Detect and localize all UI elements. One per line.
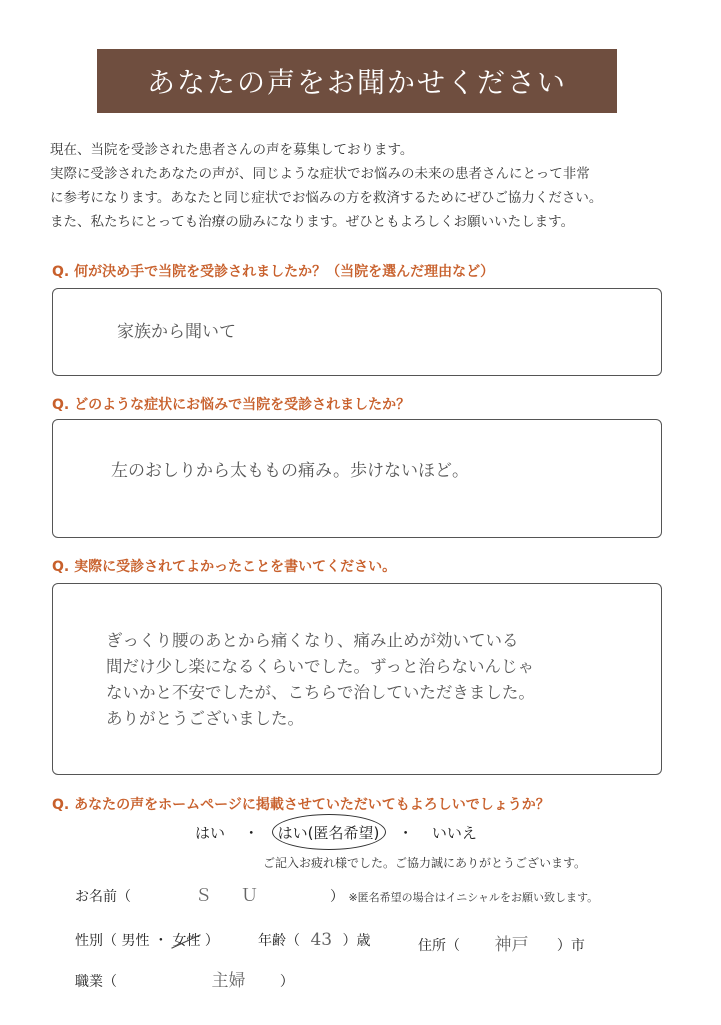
name-note: ※匿名希望の場合はイニシャルをお願い致します。 bbox=[348, 891, 599, 904]
separator: ・ bbox=[243, 824, 259, 842]
page-title: あなたの声をお聞かせください bbox=[146, 66, 567, 99]
question-4-label: Q. あなたの声をホームページに掲載させていただいてもよろしいでしょうか？ bbox=[52, 797, 550, 813]
intro-line: 実際に受診されたあなたの声が、同じような症状でお悩みの未来の患者さんにとって非常 bbox=[50, 166, 590, 182]
consent-anonymous-selected[interactable]: はい(匿名希望) bbox=[277, 824, 380, 842]
age-close: ）歳 bbox=[342, 933, 371, 949]
thanks-message: ご記入お疲れ様でした。ご協力誠にありがとうございます。 bbox=[263, 856, 587, 870]
question-3-answer-box bbox=[52, 583, 662, 775]
question-3-answer bbox=[106, 628, 535, 732]
job-close: ） bbox=[279, 974, 294, 990]
age-label: 年齢（ bbox=[258, 933, 300, 949]
answer-line: ないかと不安でしたが、こちらで治していただきました。 bbox=[106, 683, 535, 702]
address-field bbox=[418, 930, 585, 955]
gender-field bbox=[75, 930, 219, 950]
consent-options bbox=[195, 822, 477, 843]
name-label: お名前（ bbox=[75, 889, 131, 905]
gender-male[interactable]: 男性 bbox=[121, 933, 150, 949]
answer-line: ありがとうございました。 bbox=[106, 709, 304, 728]
separator: ・ bbox=[398, 824, 414, 842]
intro-line: に参考になります。あなたと同じ症状でお悩みの方を救済するためにぜひご協力ください。 bbox=[50, 190, 603, 206]
gender-female[interactable]: 女性 bbox=[172, 933, 201, 949]
consent-no[interactable]: いいえ bbox=[431, 824, 477, 842]
job-field bbox=[75, 966, 294, 991]
address-label: 住所（ bbox=[418, 938, 460, 954]
question-2-label: Q. どのような症状にお悩みで当院を受診されましたか？ bbox=[52, 397, 411, 413]
question-1-answer: 家族から聞いて bbox=[117, 322, 236, 342]
age-field bbox=[258, 930, 371, 950]
age-value[interactable]: 43 bbox=[310, 930, 333, 950]
gender-close: ） bbox=[204, 933, 219, 949]
name-close-paren: ） bbox=[330, 889, 344, 905]
page-title-banner bbox=[97, 49, 617, 113]
address-close: ）市 bbox=[556, 938, 585, 954]
intro-text bbox=[50, 138, 690, 234]
question-1-label: Q. 何が決め手で当院を受診されましたか？（当院を選んだ理由など） bbox=[52, 264, 495, 280]
consent-yes[interactable]: はい bbox=[195, 824, 226, 842]
address-value[interactable]: 神戸 bbox=[494, 935, 529, 955]
intro-line: 現在、当院を受診された患者さんの声を募集しております。 bbox=[50, 142, 414, 158]
question-3-label: Q. 実際に受診されてよかったことを書いてください。 bbox=[52, 559, 397, 575]
job-label: 職業（ bbox=[75, 974, 117, 990]
intro-line: また、私たちにとっても治療の励みになります。ぜひともよろしくお願いいたします。 bbox=[50, 214, 575, 230]
name-close bbox=[330, 886, 598, 906]
name-value[interactable]: Ｓ Ｕ bbox=[195, 886, 264, 906]
question-1-answer-box bbox=[52, 288, 662, 376]
gender-label: 性別（ bbox=[75, 933, 117, 949]
answer-line: ぎっくり腰のあとから痛くなり、痛み止めが効いている bbox=[106, 631, 519, 650]
job-value[interactable]: 主婦 bbox=[211, 971, 246, 991]
question-2-answer: 左のおしりから太ももの痛み。歩けないほど。 bbox=[111, 461, 470, 481]
gender-separator: ・ bbox=[153, 933, 168, 949]
answer-line: 間だけ少し楽になるくらいでした。ずっと治らないんじゃ bbox=[106, 657, 535, 676]
question-2-answer-box bbox=[52, 419, 662, 538]
name-field bbox=[75, 886, 131, 906]
